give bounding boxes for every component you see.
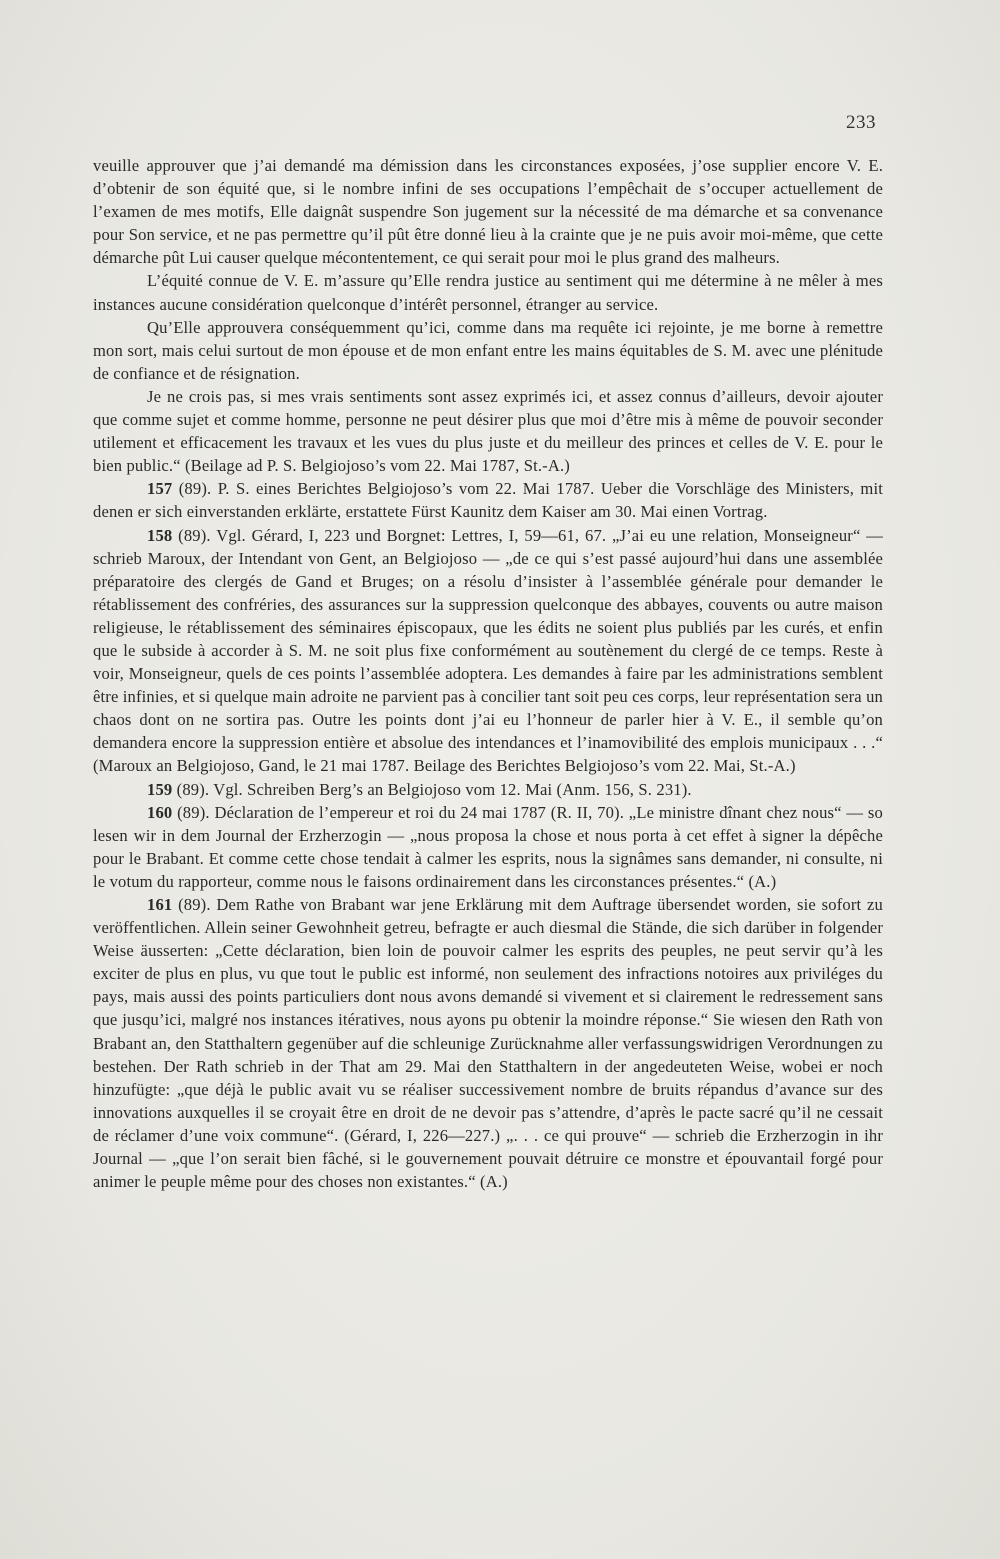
footnote-157 xyxy=(93,477,883,523)
paragraph-text: veuille approuver que j’ai demandé ma démission dans les circonstances exposées, j’ose supplier encore V. E. d’obtenir de son équité que, si le nombre infini de ses occupations l’empêchait de s’occuper actuellement de l’examen de mes motifs, Elle daignât suspendre Son jugement sur la nécessité de ma démarche et sa convenance pour Son service, et ne pas permettre qu’il pût être donné lieu à la crainte que je ne puis avoir moi-même, que cette démarche pût Lui causer quelque mécontentement, ce qui serait pour moi le plus grand des malheurs. xyxy=(93,156,883,268)
footnote-number: 160 xyxy=(147,802,173,822)
paragraph-text: Qu’Elle approuvera conséquemment qu’ici, comme dans ma requête ici rejointe, je me borne à remettre mon sort, mais celui surtout de mon épouse et de mon enfant entre les mains équitables de S. M. avec une plénitude de confiance et de résignation. xyxy=(93,317,883,383)
footnote-number: 157 xyxy=(147,479,173,499)
footnote-text: Vgl. Gérard, I, 223 und Borgnet: Lettres, I, 59—61, 67. „J’ai eu une relation, Monseigneur“ — schrieb Maroux, der Intendant von Gent, an Belgiojoso — „de ce qui s’est passé aujourd’hui dans une assemblée préparatoire des clergés de Gand et Bruges; on a résolu d’insister à l’assemblée générale pour demander le rétablissement des confréries, des assurances sur la suppression quelconque des abbayes, couvents ou autre maison religieuse, le rétablissement des séminaires épiscopaux, que les édits ne soient plus publiés par les curés, et enfin que le subside à accorder à S. M. ne soit plus fixe conformément au soutènement du clergé de ce temps. Reste à voir, Monseigneur, quels de ces points l’assemblée adoptera. Les demandes à faire par les administrations semblent être infinies, et si quelque main adroite ne parvient pas à concilier tant soit peu ces corps, leur représentation sera un chaos dont on ne sortira pas. Outre les points dont j’ai eu l’honneur de parler hier à V. E., il semble qu’on demandera encore la suppression entière et absolue des intendances et l’inamovibilité des emplois municipaux . . .“ (Maroux an Belgiojoso, Gand, le 21 mai 1787. Beilage des Berichtes Belgiojoso’s vom 22. Mai, St.-A.) xyxy=(93,525,884,776)
footnote-158 xyxy=(93,524,883,778)
paragraph-text: L’équité connue de V. E. m’assure qu’Elle rendra justice au sentiment qui me détermine à ne mêler à mes instances aucune considération quelconque d’intérêt personnel, étranger au service. xyxy=(93,271,883,314)
footnote-number: 161 xyxy=(147,895,173,914)
footnote-text: Déclaration de l’empereur et roi du 24 mai 1787 (R. II, 70). „Le ministre dînant chez nous“ — so lesen wir in dem Journal der Erzherzogin — „nous proposa la chose et nous porta à cet effet à signer la dépêche pour le Brabant. Et comme cette chose tendait à calmer les esprits, nous la signâmes sans demander, ni consulte, ni le votum du rapporteur, comme nous le faisons ordinairement dans les circonstances présentes.“ (A.) xyxy=(93,802,883,891)
footnote-161 xyxy=(93,893,883,1193)
footnote-page-ref: (89). xyxy=(177,802,210,822)
footnote-page-ref: (89). xyxy=(176,779,210,799)
footnote-number: 159 xyxy=(147,779,173,799)
footnote-160 xyxy=(93,801,883,893)
paragraph-3 xyxy=(93,316,883,385)
paragraph-4 xyxy=(93,385,883,477)
paragraph-2 xyxy=(93,269,883,315)
footnote-page-ref: (89). xyxy=(178,525,211,545)
paragraph-1 xyxy=(93,154,883,269)
page-number: 233 xyxy=(846,112,876,133)
paragraph-text: Je ne crois pas, si mes vrais sentiments sont assez exprimés ici, et assez connus d’ailleurs, devoir ajouter que comme sujet et comme homme, personne ne peut désirer plus que moi d’être mis à même de pouvoir seconder utilement et efficacement les travaux et les vues du plus juste et du meilleur des princes et celles de V. E. pour le bien public.“ (Beilage ad P. S. Belgiojoso’s vom 22. Mai 1787, St.-A.) xyxy=(93,386,883,476)
footnote-text: Vgl. Schreiben Berg’s an Belgiojoso vom 12. Mai (Anm. 156, S. 231). xyxy=(213,779,692,799)
footnote-page-ref: (89). xyxy=(178,895,211,914)
footnote-159 xyxy=(93,778,883,801)
footnote-text: Dem Rathe von Brabant war jene Erklärung mit dem Auftrage übersendet worden, sie sofort zu veröffentlichen. Allein seiner Gewohnheit getreu, befragte er auch diesmal die Stände, die sich darüber in folgender Weise äusserten: „Cette déclaration, bien loin de pouvoir calmer les esprits des peuples, ne peut servir qu’à les exciter de plus en plus, vu que tout le public est informé, non seulement des infractions notoires aux priviléges du pays, mais aussi des points particuliers dont nous avons demandé si vivement et si clairement le redressement sans que jusqu’ici, malgré nos instances itératives, nous ayons pu obtenir la moindre réponse.“ Sie wiesen den Rath von Brabant an, den Statthaltern gegenüber auf die schleunige Zurücknahme aller verfassungswidrigen Verordnungen zu bestehen. Der Rath schrieb in der That am 29. Mai den Statthaltern in der angedeuteten Weise, wobei er noch hinzufügte: „que déjà le public avait vu se réaliser successivement nombre de bruits répandus d’avance sur des innovations auxquelles il se croyait être en droit de ne devoir pas s’attendre, d’après le pacte sacré qu’il ne cessait de réclamer d’une voix commune“. (Gérard, I, 226—227.) „. . . ce qui prouve“ — schrieb die Erzherzogin in ihr Journal — „que l’on serait bien fâché, si le gouvernement pouvait détruire ce monstre et épouvantail forgé pour animer le peuple même pour des choses non existantes.“ (A.) xyxy=(93,895,883,1192)
footnote-text: P. S. eines Berichtes Belgiojoso’s vom 22. Mai 1787. Ueber die Vorschläge des Ministers, mit denen er sich einverstanden erklärte, erstattete Fürst Kaunitz dem Kaiser am 30. Mai einen Vortrag. xyxy=(93,479,883,522)
footnote-page-ref: (89). xyxy=(178,479,212,499)
footnote-number: 158 xyxy=(147,525,173,545)
body-text xyxy=(93,154,883,1193)
